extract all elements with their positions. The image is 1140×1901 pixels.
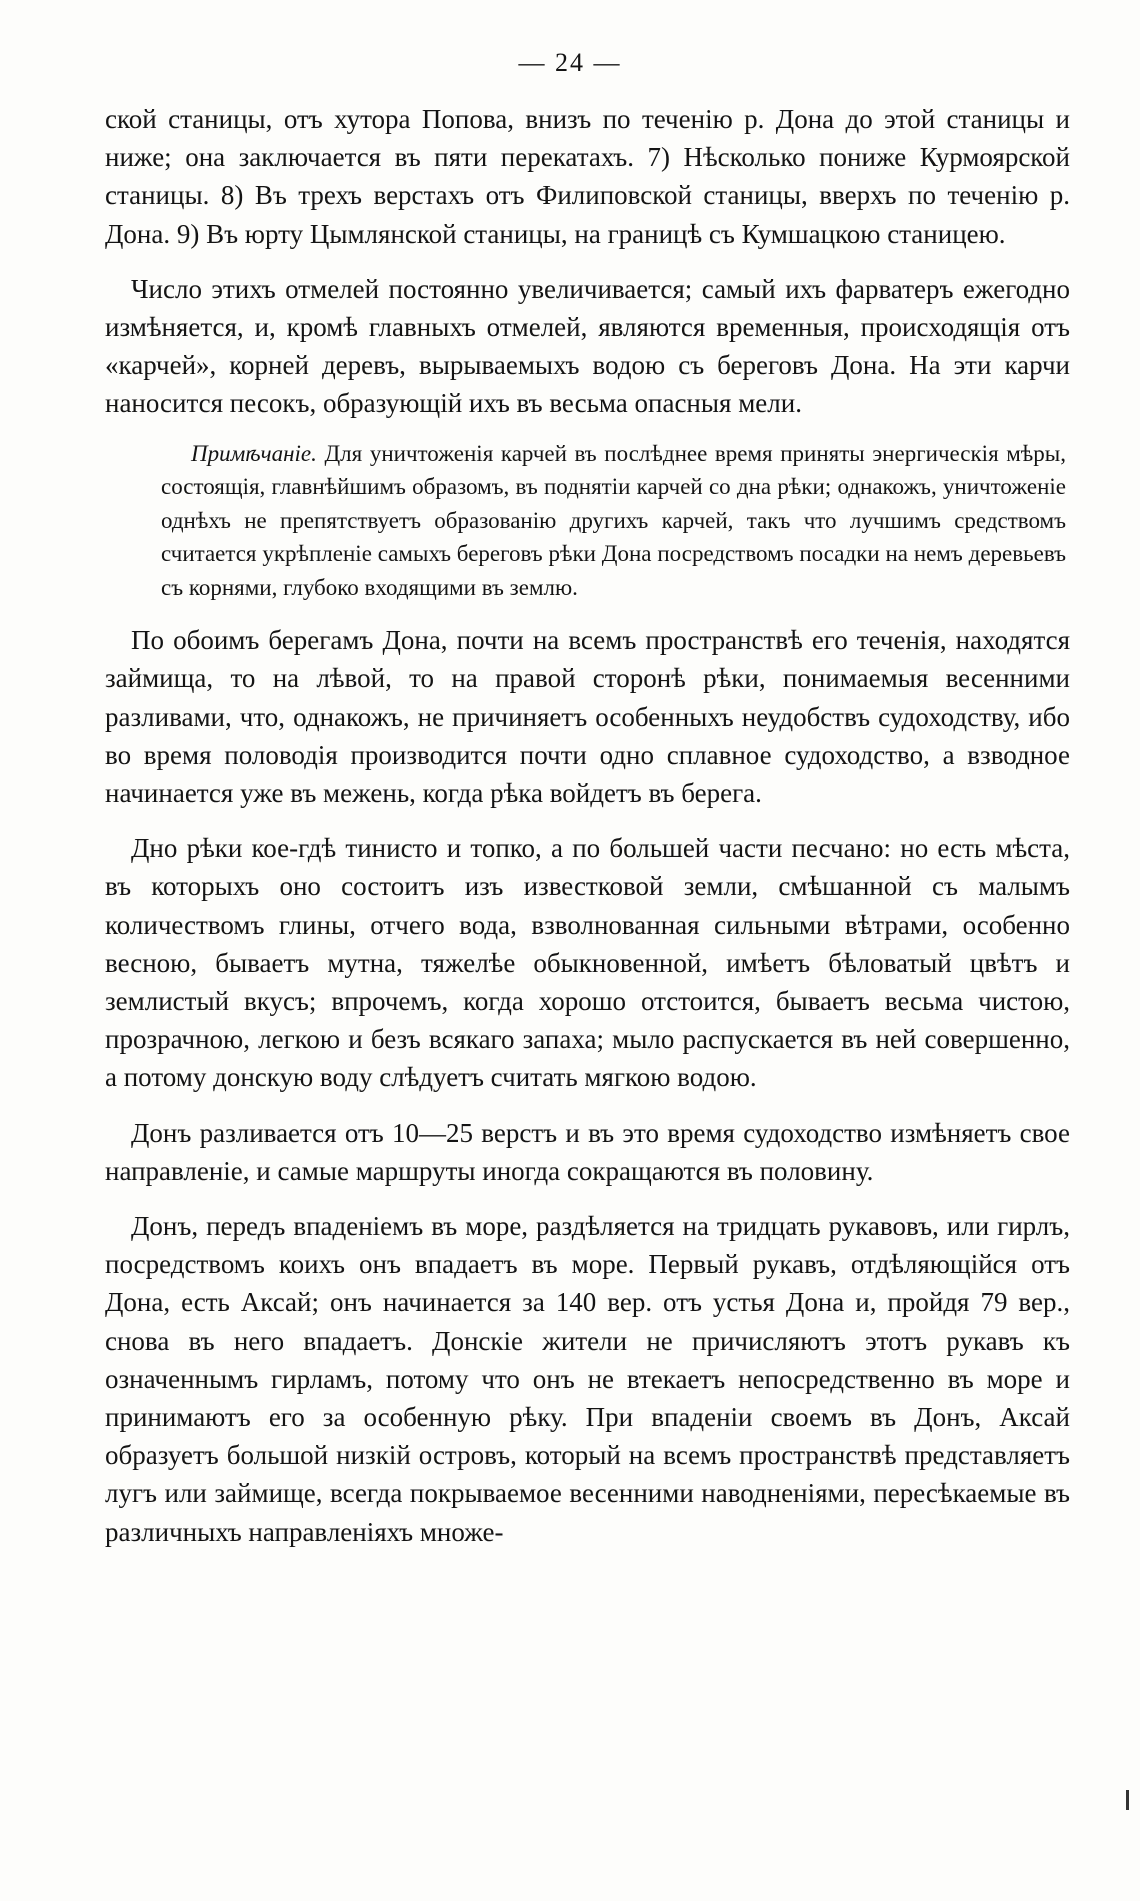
note-label: Примѣчаніе. [191, 440, 317, 466]
paragraph-shoals: Число этихъ отмелей постоянно увеличивается; самый ихъ фарватеръ ежегодно измѣняется, и, кромѣ главныхъ отмелей, являются временныя, происходящія отъ «карчей», корней деревъ, вырываемыхъ водою съ береговъ Дона. На эти карчи наносится песокъ, образующій ихъ въ весьма опасныя мели. [105, 273, 1070, 419]
paragraph-delta: Донъ, передъ впаденіемъ въ море, раздѣляется на тридцать рукавовъ, или гирлъ, посредствомъ коихъ онъ впадаетъ въ море. Первый рукавъ, отдѣляющійся отъ Дона, есть Аксай; онъ начинается за 140 вер. отъ устья Дона и, пройдя 79 вер., снова въ него впадаетъ. Донскіе жители не причисляютъ этотъ рукавъ къ означеннымъ гирламъ, потому что онъ не втекаетъ непосредственно въ море и принимаютъ его за особенную рѣку. При впаденіи своемъ въ Донъ, Аксай образуетъ большой низкій островъ, который на всемъ пространствѣ представляетъ лугъ или займище, всегда покрываемое весенними наводненіями, пересѣкаемые въ различныхъ направленіяхъ множе- [105, 1210, 1070, 1547]
note-text: Для уничтоженія карчей въ послѣднее время приняты энергическія мѣры, состоящія, главнѣйшимъ образомъ, въ поднятіи карчей со дна рѣки; однакожъ, уничтоженіе однѣхъ не препятствуетъ образованію другихъ карчей, такъ что лучшимъ средствомъ считается укрѣпленіе самыхъ береговъ рѣки Дона посредствомъ посадки на немъ деревьевъ съ корнями, глубоко входящими въ землю. [161, 440, 1066, 600]
paragraph-flooding: Донъ разливается отъ 10—25 верстъ и въ это время судоходство измѣняетъ свое направленіе, и самые маршруты иногда сокращаются въ половину. [105, 1117, 1070, 1186]
page-number: — 24 — [518, 48, 622, 77]
footnote-remark [161, 437, 1066, 605]
text-column [105, 100, 1070, 1551]
paragraph-continued: ской станицы, отъ хутора Попова, внизъ по теченію р. Дона до этой станицы и ниже; она заключается въ пяти перекатахъ. 7) Нѣсколько пониже Курмоярской станицы. 8) Въ трехъ верстахъ отъ Филиповской станицы, вверхъ по теченію р. Дона. 9) Въ юрту Цымлянской станицы, на границѣ съ Кумшацкою станицею. [105, 104, 1070, 249]
paragraph-riverbed: Дно рѣки кое-гдѣ тинисто и топко, а по большей части песчано: но есть мѣста, въ которыхъ оно состоитъ изъ известковой земли, смѣшанной съ малымъ количествомъ глины, отчего вода, взволнованная сильными вѣтрами, особенно весною, бываетъ мутна, тяжелѣе обыкновенной, имѣетъ бѣловатый цвѣтъ и землистый вкусъ; впрочемъ, когда хорошо отстоится, бываетъ весьма чистою, прозрачною, легкою и безъ всякаго запаха; мыло распускается въ ней совершенно, а потому донскую воду слѣдуетъ считать мягкою водою. [105, 833, 1070, 1093]
paragraph-floodplains: По обоимъ берегамъ Дона, почти на всемъ пространствѣ его теченія, находятся займища, то на лѣвой, то на правой сторонѣ рѣки, понимаемыя весенними разливами, что, однакожъ, не причиняетъ особенныхъ неудобствъ судоходству, ибо во время половодія производится почти одно сплавное судоходство, а взводное начинается уже въ межень, когда рѣка войдетъ въ берега. [105, 625, 1070, 808]
scan-margin-mark [1126, 1790, 1129, 1810]
